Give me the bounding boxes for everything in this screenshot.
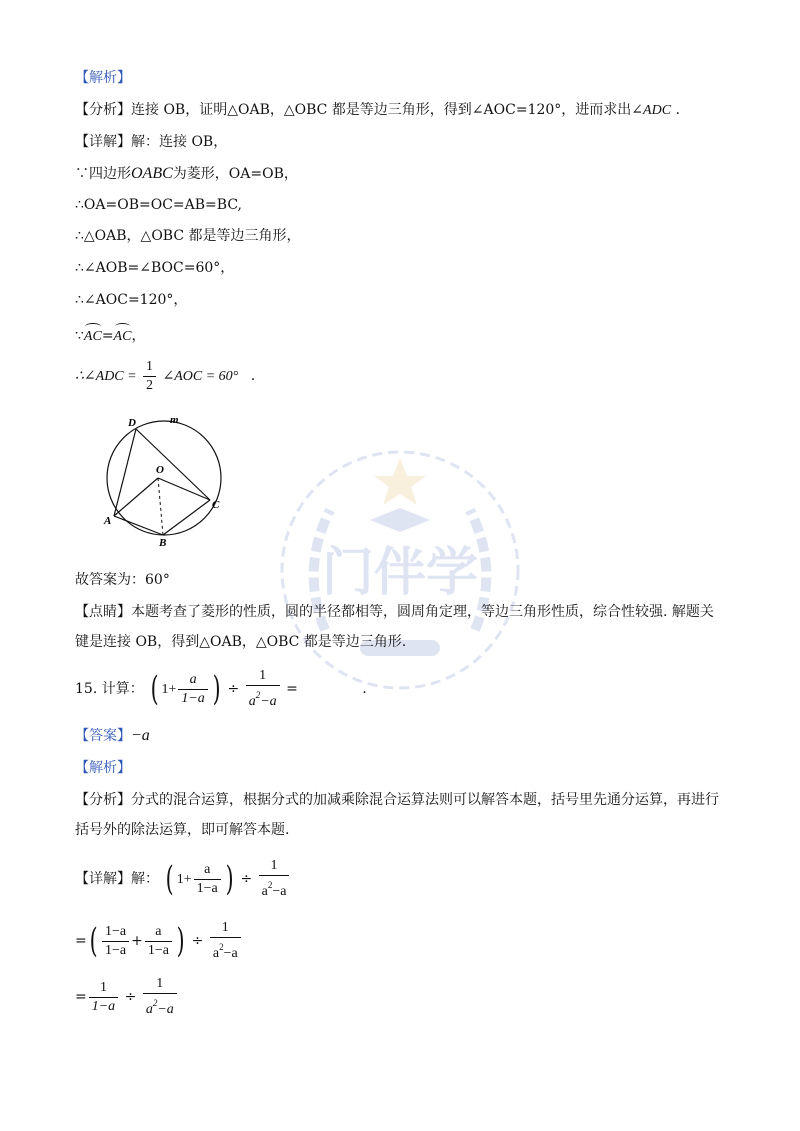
problem-15: 15. 计算： ( 1+ $\frac{a}{1-a}$ ) ÷ $\frac{1}{a^2-a}$ = . bbox=[75, 668, 367, 709]
analysis-1: 【分析】连接 OB，证明△OAB，△OBC 都是等边三角形，得到∠AOC=120°，进而求出∠ADC . bbox=[75, 102, 680, 118]
arc-ac-2: AC bbox=[114, 327, 132, 347]
detail-1-step-1: ∵四边形OABC为菱形，OA=OB， bbox=[75, 165, 298, 182]
analysis-2-line-1: 【分析】分式的混合运算，根据分式的加减乘除混合运算法则可以解答本题，括号里先通分运算，再进行 bbox=[75, 792, 719, 808]
answer-note: 故答案为：60° bbox=[75, 572, 170, 588]
fraction-one-half: $\frac{1}{2}$ bbox=[143, 359, 156, 394]
label-c: C bbox=[212, 499, 220, 511]
detail-1-step-7: ∴∠ADC = $\frac{1}{2}$ ∠AOC = 60° . bbox=[75, 358, 256, 393]
detail-1-step-6: ∵AC=AC， bbox=[75, 326, 145, 347]
arc-ac-1: AC bbox=[84, 327, 102, 347]
comment-line-2: 键是连接 OB，得到△OAB，△OBC 都是等边三角形. bbox=[75, 634, 407, 650]
detail-1-step-4: ∴∠AOB=∠BOC=60°， bbox=[75, 260, 235, 276]
label-m: m bbox=[170, 414, 179, 426]
detail-2-row-2: =( $\frac{1-a}{1-a}$ + $\frac{a}{1-a}$ ) ÷ $\frac{1}{a^2-a}$ bbox=[75, 920, 243, 962]
analysis-2-line-2: 括号外的除法运算，即可解答本题. bbox=[75, 822, 290, 838]
label-a: A bbox=[104, 515, 112, 527]
circle-figure bbox=[100, 410, 230, 550]
jiexi-tag: 【解析】 bbox=[75, 70, 131, 86]
comment-line-1: 【点睛】本题考查了菱形的性质，圆的半径都相等，圆周角定理，等边三角形性质，综合性较强. 解题关 bbox=[75, 604, 714, 620]
watermark-logo bbox=[270, 440, 530, 700]
fraction-1-over-a2-minus-a: $\frac{1}{a^2-a}$ bbox=[246, 668, 280, 710]
svg-text:门伴学: 门伴学 bbox=[321, 543, 479, 603]
answer-line: 【答案】−a bbox=[75, 727, 150, 744]
label-b: B bbox=[159, 537, 167, 549]
detail-1-step-2: ∴OA=OB=OC=AB=BC, bbox=[75, 197, 242, 213]
label-d: D bbox=[128, 417, 136, 429]
jiexi-tag-2: 【解析】 bbox=[75, 760, 131, 776]
detail-2-row-3: = $\frac{1}{1-a}$ ÷ $\frac{1}{a^2-a}$ bbox=[75, 976, 179, 1018]
fraction-a-over-1-minus-a: $\frac{a}{1-a}$ bbox=[178, 672, 207, 707]
label-o: O bbox=[156, 464, 164, 476]
detail-1-header: 【详解】解：连接 OB， bbox=[75, 134, 228, 150]
detail-1-step-3: ∴△OAB，△OBC 都是等边三角形， bbox=[75, 228, 301, 244]
detail-1-step-5: ∴∠AOC=120°， bbox=[75, 292, 188, 308]
detail-2-row-1: 【详解】解： ( 1+ $\frac{a}{1-a}$ ) ÷ $\frac{1}{a^2-a}$ bbox=[75, 858, 291, 900]
